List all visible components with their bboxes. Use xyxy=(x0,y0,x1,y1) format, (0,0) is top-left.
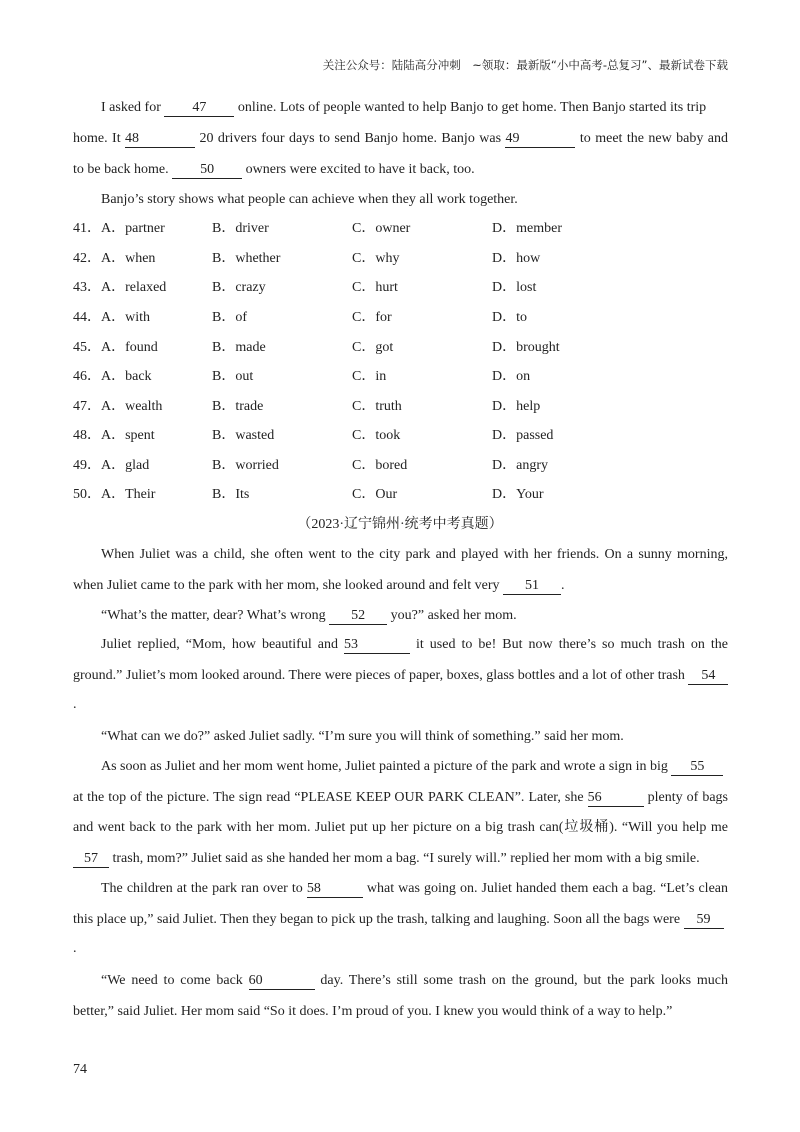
passage-line: ground.” Juliet’s mom looked around. There were pieces of paper, boxes, glass bottles and a lot of other trash 54 xyxy=(73,666,728,686)
option-row-44: 44．A．with B．of C．for D．to xyxy=(73,310,527,325)
passage-line: and went back to the park with her mom. Juliet put up her picture on a big trash can(垃圾桶). “Will you help me xyxy=(73,820,728,835)
answer-blank-49: 49 xyxy=(505,131,575,148)
passage-line: better,” said Juliet. Her mom said “So it does. I’m proud of you. I knew you would think of a way to help.” xyxy=(73,1004,673,1019)
option-row-50: 50．A．Their B．Its C．Our D．Your xyxy=(73,487,544,502)
passage-line: this place up,” said Juliet. Then they began to pick up the trash, talking and laughing. Soon all the bags were 59 xyxy=(73,910,728,930)
page-number: 74 xyxy=(73,1062,87,1077)
passage-line: As soon as Juliet and her mom went home, Juliet painted a picture of the park and wrote a sign in big 55 xyxy=(101,757,728,777)
answer-blank-55: 55 xyxy=(671,759,723,776)
passage-line: The children at the park ran over to 58 what was going on. Juliet handed them each a bag. “Let’s clean xyxy=(101,881,729,896)
source-citation: （2023·辽宁锦州·统考中考真题） xyxy=(297,517,503,532)
page-header: 关注公众号：陆陆高分冲刺 ~领取：最新版“小中高考-总复习”、最新试卷下载 xyxy=(322,58,728,72)
passage-line: Banjo’s story shows what people can achieve when they all work together. xyxy=(101,192,518,207)
option-row-46: 46．A．back B．out C．in D．on xyxy=(73,369,531,384)
passage-line: . xyxy=(73,941,77,956)
passage-line: when Juliet came to the park with her mom, she looked around and felt very 51 . xyxy=(73,578,565,593)
answer-blank-59: 59 xyxy=(684,912,724,929)
answer-blank-47: 47 xyxy=(164,100,234,117)
option-row-41: 41．A．partner B．driver C．owner D．member xyxy=(73,221,562,236)
passage-line: 57 trash, mom?” Juliet said as she handed her mom a bag. “I surely will.” replied her mom with a big smile. xyxy=(73,849,728,869)
passage-line: Juliet replied, “Mom, how beautiful and 53 it used to be! But now there’s so much trash on the xyxy=(101,637,728,652)
passage-line: home. It 48 20 drivers four days to send Banjo home. Banjo was 49 to meet the new baby and xyxy=(73,131,729,146)
option-row-48: 48．A．spent B．wasted C．took D．passed xyxy=(73,428,554,443)
passage-line: “What can we do?” asked Juliet sadly. “I’m sure you will think of something.” said her mom. xyxy=(101,729,624,744)
answer-blank-52: 52 xyxy=(329,608,387,625)
option-row-42: 42．A．when B．whether C．why D．how xyxy=(73,251,541,266)
answer-blank-51: 51 xyxy=(503,578,561,595)
answer-blank-60: 60 xyxy=(249,973,315,990)
answer-blank-54: 54 xyxy=(688,668,728,685)
option-row-47: 47．A．wealth B．trade C．truth D．help xyxy=(73,399,541,414)
option-row-45: 45．A．found B．made C．got D．brought xyxy=(73,340,560,355)
passage-line: . xyxy=(73,697,77,712)
answer-blank-56: 56 xyxy=(588,790,644,807)
passage-line: When Juliet was a child, she often went to the city park and played with her friends. On a sunny morning, xyxy=(101,547,728,562)
passage-line: to be back home. 50 owners were excited to have it back, too. xyxy=(73,162,475,177)
option-row-43: 43．A．relaxed B．crazy C．hurt D．lost xyxy=(73,280,537,295)
option-row-49: 49．A．glad B．worried C．bored D．angry xyxy=(73,458,548,473)
passage-line: at the top of the picture. The sign read “PLEASE KEEP OUR PARK CLEAN”. Later, she 56 plenty of bags xyxy=(73,790,728,805)
passage-line: “What’s the matter, dear? What’s wrong 52 you?” asked her mom. xyxy=(101,608,517,623)
passage-line: “We need to come back 60 day. There’s still some trash on the ground, but the park looks much xyxy=(101,973,728,988)
answer-blank-53: 53 xyxy=(344,637,410,654)
answer-blank-50: 50 xyxy=(172,162,242,179)
answer-blank-58: 58 xyxy=(307,881,363,898)
answer-blank-48: 48 xyxy=(125,131,195,148)
passage-line: I asked for 47 online. Lots of people wanted to help Banjo to get home. Then Banjo started its trip xyxy=(101,100,707,115)
answer-blank-57: 57 xyxy=(73,851,109,868)
